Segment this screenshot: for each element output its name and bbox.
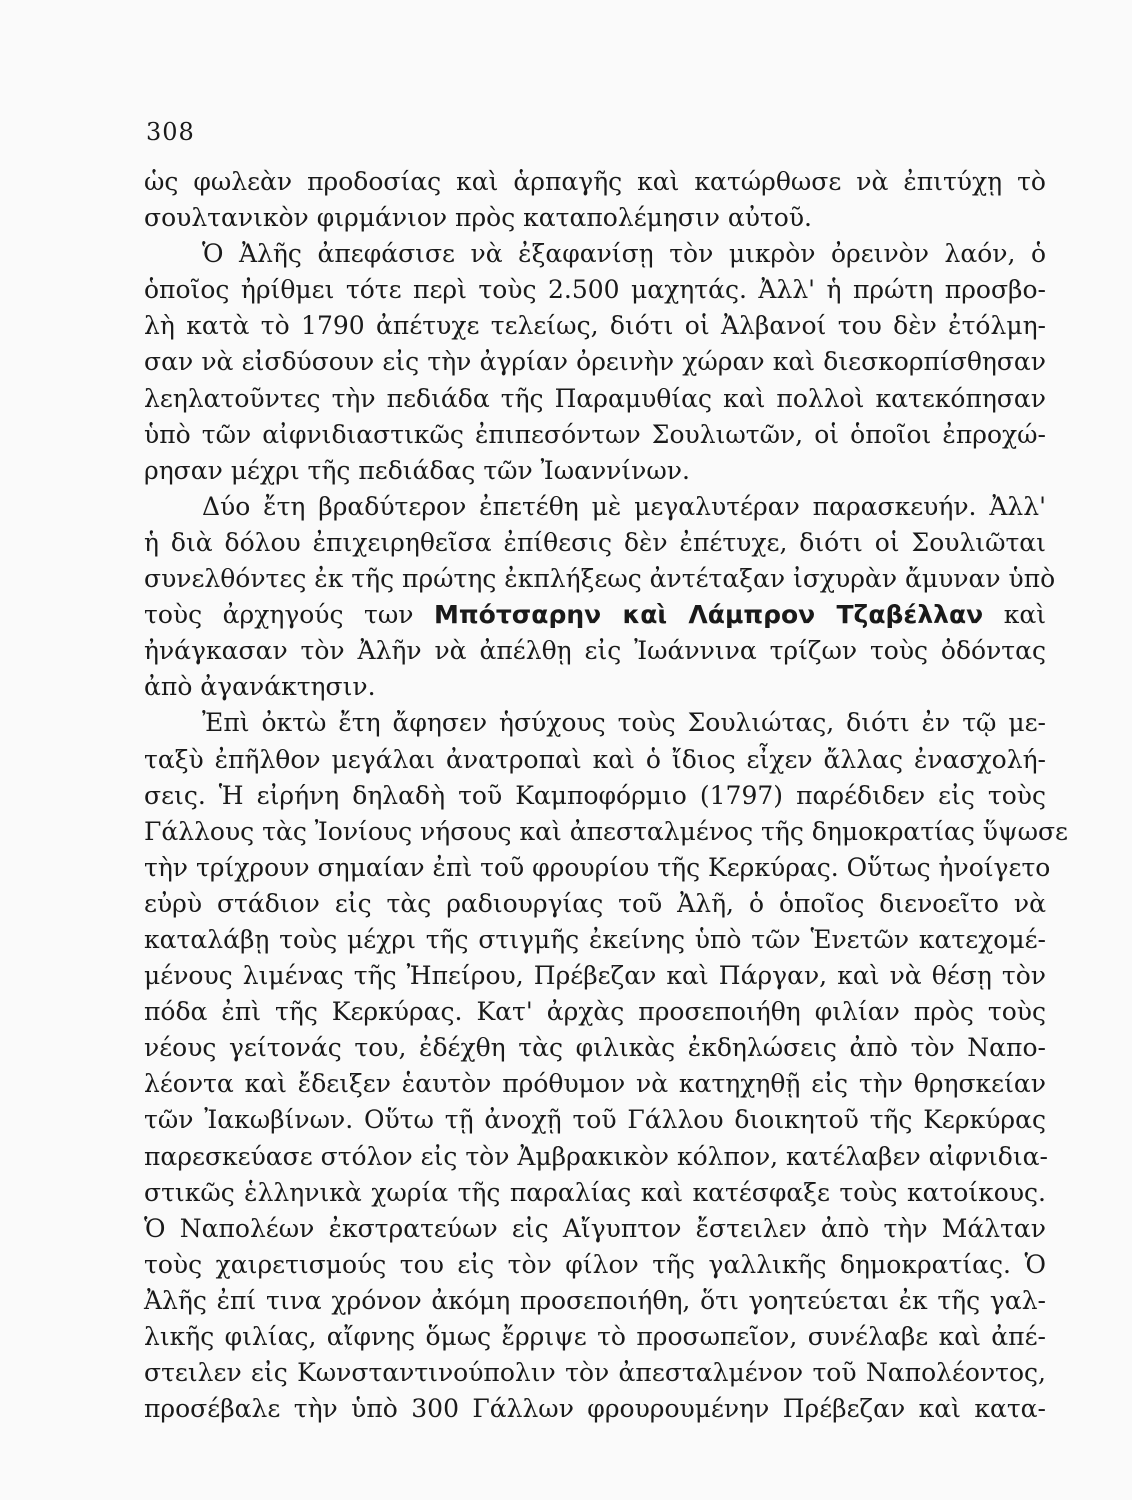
- text-line: σεις. Ἡ εἰρήνη δηλαδὴ τοῦ Καμποφόρμιο (1797) παρέδιδεν εἰς τοὺς: [144, 780, 1046, 810]
- text-line: σαν νὰ εἰσδύσουν εἰς τὴν ἀγρίαν ὀρεινὴν χώραν καὶ διεσκορπίσθησαν: [144, 347, 1046, 377]
- emphasized-names: Μπότσαρην καὶ Λάμπρον Τζαβέλλαν: [434, 600, 984, 630]
- text-line: Ὁ Ναπολέων ἐκστρατεύων εἰς Αἴγυπτον ἔστειλεν ἀπὸ τὴν Μάλταν: [144, 1213, 1046, 1243]
- text-line: Δύο ἔτη βραδύτερον ἐπετέθη μὲ μεγαλυτέραν παρασκευήν. Ἀλλ': [202, 491, 1046, 521]
- text-line: πόδα ἐπὶ τῆς Κερκύρας. Κατ' ἀρχὰς προσεποιήθη φιλίαν πρὸς τοὺς: [144, 997, 1046, 1027]
- text-line: ταξὺ ἐπῆλθον μεγάλαι ἀνατροπαὶ καὶ ὁ ἴδιος εἶχεν ἄλλας ἐνασχολή-: [144, 744, 1046, 774]
- text-line: σουλτανικὸν φιρμάνιον πρὸς καταπολέμησιν αὐτοῦ.: [144, 203, 812, 233]
- text-line: συνελθόντες ἐκ τῆς πρώτης ἐκπλήξεως ἀντέταξαν ἰσχυρὰν ἄμυναν ὑπὸ: [144, 564, 1056, 594]
- text-line: τοὺς χαιρετισμούς του εἰς τὸν φίλον τῆς γαλλικῆς δημοκρατίας. Ὁ: [144, 1249, 1046, 1279]
- text-line: Ἀλῆς ἐπί τινα χρόνον ἀκόμη προσεποιήθη, ὅτι γοητεύεται ἐκ τῆς γαλ-: [144, 1285, 1046, 1315]
- text-line: ἠνάγκασαν τὸν Ἀλῆν νὰ ἀπέλθῃ εἰς Ἰωάννινα τρίζων τοὺς ὀδόντας: [144, 636, 1046, 666]
- text-line: εὐρὺ στάδιον εἰς τὰς ραδιουργίας τοῦ Ἀλῆ, ὁ ὁποῖος διενοεῖτο νὰ: [144, 888, 1046, 918]
- text-line: ἡ διὰ δόλου ἐπιχειρηθεῖσα ἐπίθεσις δὲν ἐπέτυχε, διότι οἱ Σουλιῶται: [144, 527, 1046, 557]
- text-line: λὴ κατὰ τὸ 1790 ἀπέτυχε τελείως, διότι οἱ Ἀλβανοί του δὲν ἐτόλμη-: [144, 311, 1046, 341]
- text-line: μένους λιμένας τῆς Ἠπείρου, Πρέβεζαν καὶ Πάργαν, καὶ νὰ θέσῃ τὸν: [144, 961, 1046, 991]
- text-line: στικῶς ἑλληνικὰ χωρία τῆς παραλίας καὶ κατέσφαξε τοὺς κατοίκους.: [144, 1177, 1046, 1207]
- text-line: προσέβαλε τὴν ὑπὸ 300 Γάλλων φρουρουμένην Πρέβεζαν καὶ κατα-: [144, 1394, 1046, 1424]
- text-line: Ὁ Ἀλῆς ἀπεφάσισε νὰ ἐξαφανίσῃ τὸν μικρὸν ὀρεινὸν λαόν, ὁ: [202, 239, 1046, 269]
- text-line: Ἐπὶ ὀκτὼ ἔτη ἄφησεν ἡσύχους τοὺς Σουλιώτας, διότι ἐν τῷ με-: [202, 708, 1046, 738]
- text-line: παρεσκεύασε στόλον εἰς τὸν Ἀμβρακικὸν κόλπον, κατέλαβεν αἰφνιδια-: [144, 1141, 1048, 1171]
- text-line: τῶν Ἰακωβίνων. Οὕτω τῇ ἀνοχῇ τοῦ Γάλλου διοικητοῦ τῆς Κερκύρας: [144, 1105, 1046, 1135]
- page-number: 308: [146, 118, 195, 146]
- names-line-after: καὶ: [1003, 600, 1047, 630]
- body-text: [144, 164, 1068, 1427]
- text-line: στειλεν εἰς Κωνσταντινούπολιν τὸν ἀπεσταλμένον τοῦ Ναπολέοντος,: [144, 1358, 1046, 1388]
- text-line: λεηλατοῦντες τὴν πεδιάδα τῆς Παραμυθίας καὶ πολλοὶ κατεκόπησαν: [144, 383, 1046, 413]
- text-line-with-names: [144, 597, 1046, 633]
- text-line: λέοντα καὶ ἔδειξεν ἑαυτὸν πρόθυμον νὰ κατηχηθῇ εἰς τὴν θρησκείαν: [144, 1069, 1046, 1099]
- names-line-before: τοὺς ἀρχηγούς των: [144, 600, 414, 630]
- text-line: καταλάβῃ τοὺς μέχρι τῆς στιγμῆς ἐκείνης ὑπὸ τῶν Ἑνετῶν κατεχομέ-: [144, 924, 1046, 954]
- text-line: λικῆς φιλίας, αἴφνης ὅμως ἔρριψε τὸ προσωπεῖον, συνέλαβε καὶ ἀπέ-: [144, 1322, 1046, 1351]
- text-line: Γάλλους τὰς Ἰονίους νήσους καὶ ἀπεσταλμένος τῆς δημοκρατίας ὕψωσε: [144, 816, 1068, 846]
- text-line: νέους γείτονάς του, ἐδέχθη τὰς φιλικὰς ἐκδηλώσεις ἀπὸ τὸν Ναπο-: [144, 1033, 1046, 1063]
- text-line: ρησαν μέχρι τῆς πεδιάδας τῶν Ἰωαννίνων.: [144, 455, 690, 485]
- text-line: ἀπὸ ἀγανάκτησιν.: [144, 672, 376, 702]
- text-line: ὑπὸ τῶν αἰφνιδιαστικῶς ἐπιπεσόντων Σουλιωτῶν, οἱ ὁποῖοι ἐπροχώ-: [144, 419, 1046, 449]
- text-line: ὁποῖος ἠρίθμει τότε περὶ τοὺς 2.500 μαχητάς. Ἀλλ' ἡ πρώτη προσβο-: [144, 275, 1046, 305]
- text-line: τὴν τρίχρουν σημαίαν ἐπὶ τοῦ φρουρίου τῆς Κερκύρας. Οὕτως ἠνοίγετο: [144, 852, 1051, 882]
- text-line: ὡς φωλεὰν προδοσίας καὶ ἁρπαγῆς καὶ κατώρθωσε νὰ ἐπιτύχῃ τὸ: [144, 167, 1046, 196]
